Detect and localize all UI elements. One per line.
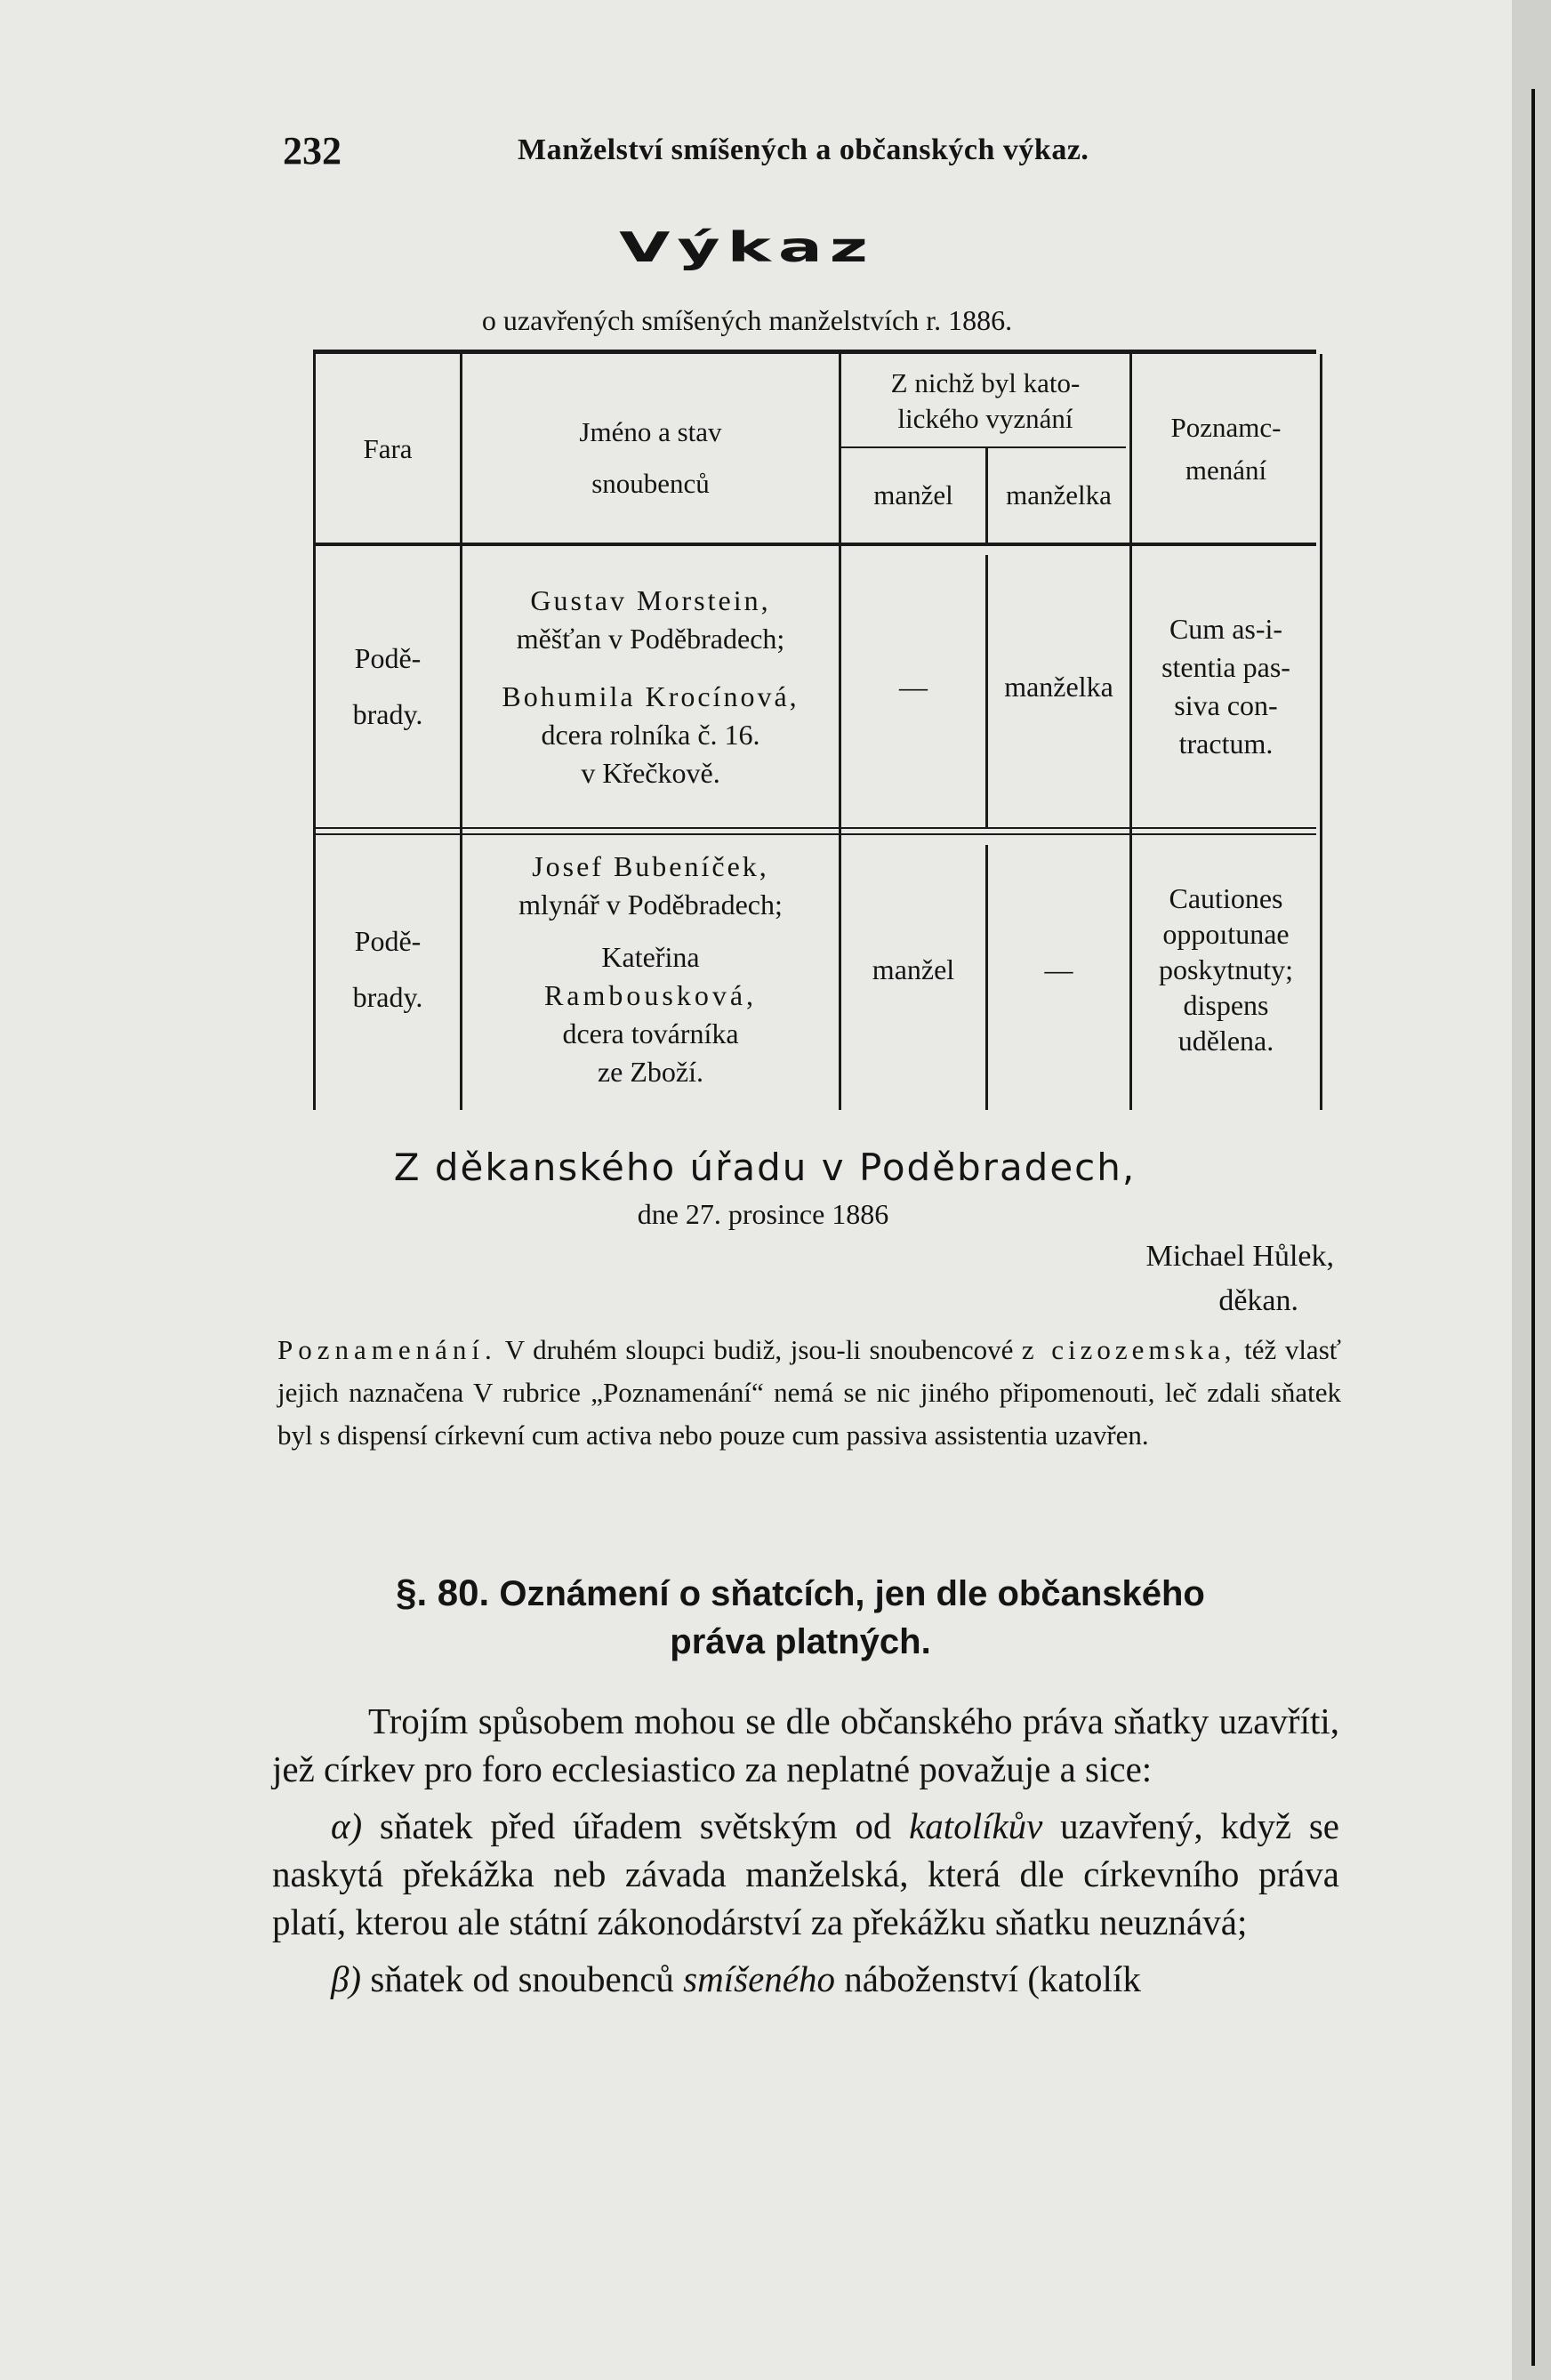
row1-fara-line1: Podě- [354, 642, 422, 674]
item-a-label: α) [331, 1805, 363, 1846]
header-fara-label: Fara [363, 433, 413, 464]
row2-fara-line2: brady. [352, 981, 423, 1013]
date-line: dne 27. prosince 1886 [637, 1198, 889, 1230]
row-divider-rule [313, 827, 1316, 829]
item-b-em: smíšeného [683, 1958, 835, 1999]
note-text-2: též vlasť jejich naznačena V rubrice „Poznamenání“ nemá se nic jiného připomenouti, leč zdali sňatek byl s dispensí církevní cum activa nebo pouze cum passiva assistentia uzavřen. [277, 1334, 1341, 1451]
row1-note-line3: siva con- [1174, 689, 1278, 721]
header-catholic-line1: Z nichž byl kato- [890, 367, 1081, 398]
signer [1146, 1234, 1335, 1323]
header-catholic [841, 356, 1129, 446]
item-b-pre: sňatek od snoubenců [361, 1958, 684, 1999]
row2-groom-status: mlynář v Poděbradech; [518, 888, 783, 921]
header-manzelka [988, 448, 1129, 543]
row1-groom-name: Gustav Morstein, [530, 583, 771, 616]
note-label: Poznamenání. [277, 1334, 497, 1365]
row1-manzelka [988, 546, 1129, 827]
row2-note-line4: dispens [1183, 989, 1269, 1021]
header-jmeno-line1: Jméno a stav [579, 416, 722, 447]
row1-manzel [841, 546, 985, 827]
header-manzelka-label: manželka [1006, 479, 1112, 511]
header-manzel-label: manžel [873, 479, 953, 511]
header-catholic-line2: lického vyznání [897, 403, 1073, 434]
section-heading-line1 [0, 1569, 1551, 1618]
table-top-rule [313, 350, 1316, 354]
header-pozn-line1: Poznamc- [1170, 412, 1282, 443]
section-title-line2: práva platných. [670, 1622, 931, 1661]
row2-note-line3: poskytnuty; [1158, 953, 1294, 985]
header-jmeno-line2: snoubenců [591, 468, 710, 499]
body-intro: Trojím spůsobem mohou se dle občanského práva sňatky uzavříti, jež církev pro foro ecclesiastico za neplatné považuje a sice: [272, 1701, 1339, 1789]
row2-names [462, 836, 839, 1103]
note-spaced: z cizozemska, [1021, 1334, 1236, 1365]
binding-line [1531, 89, 1535, 2366]
signer-name: Michael Hůlek, [1145, 1240, 1334, 1273]
note-paragraph [277, 1329, 1341, 1457]
row2-manzelka [988, 836, 1129, 1103]
item-a-post: uzavřený, když se naskytá překážka neb závada manželská, která dle církevního práva platí, kterou ale státní zákonodárství za překážku sňatku neuznává; [272, 1805, 1339, 1942]
section-number: §. 80. [396, 1572, 490, 1613]
header-pozn-line2: menání [1185, 454, 1267, 486]
item-b-post: náboženství (katolík [834, 1958, 1141, 1999]
row1-manzelka-value: manželka [1004, 670, 1113, 703]
item-a-em: katolíkův [909, 1805, 1043, 1846]
row2-manzel-value: manžel [872, 953, 955, 985]
body-text [272, 1697, 1339, 2003]
col-rule [1320, 354, 1322, 1110]
row1-bride-status: dcera rolníka č. 16. [541, 718, 760, 751]
row-divider-rule [313, 833, 1316, 835]
row1-bride-name: Bohumila Krocínová, [502, 679, 800, 712]
row2-note-line1: Cautiones [1169, 882, 1283, 914]
row1-note-line4: tractum. [1178, 728, 1274, 760]
row2-groom-name: Josef Bubeníček, [532, 850, 769, 882]
header-manzel [841, 448, 985, 543]
office-line: Z děkanského úřadu v Poděbradech, [393, 1146, 1137, 1189]
row1-note-line1: Cum as-i- [1169, 613, 1283, 645]
item-b-label: β) [331, 1958, 362, 1999]
row1-note-line2: stentia pas- [1161, 651, 1290, 683]
section-heading [0, 1569, 1551, 1666]
header-poznamenani [1132, 356, 1320, 543]
row2-bride-status: dcera továrníka [562, 1017, 739, 1049]
row2-note-line2: oppoıtunae [1162, 918, 1290, 950]
signer-title: děkan. [1218, 1284, 1298, 1317]
row2-note-line5: udělena. [1177, 1025, 1274, 1057]
running-title: Manželství smíšených a občanských výkaz. [518, 133, 1089, 166]
row2-fara [316, 836, 460, 1103]
body-item-b [272, 1955, 1339, 2003]
row2-bride-name: Kateřina [601, 941, 700, 973]
section-title-line1: Oznámení o sňatcích, jen dle občanského [499, 1574, 1205, 1613]
row1-groom-status: měšťan v Poděbradech; [516, 622, 785, 655]
row1-fara [316, 546, 460, 827]
report-subtitle: o uzavřených smíšených manželstvích r. 1886. [481, 304, 1013, 336]
body-item-a [272, 1802, 1339, 1946]
row2-bride-surname: Rambousková, [543, 979, 758, 1011]
row2-manzelka-value: — [1044, 953, 1073, 985]
row2-note [1132, 836, 1320, 1103]
page-number: 232 [283, 129, 342, 173]
row2-fara-line1: Podě- [354, 925, 422, 957]
report-title: Výkaz [619, 224, 875, 272]
item-a-pre: sňatek před úřadem světským od [362, 1805, 910, 1846]
note-text-1: V druhém sloupci budiž, jsou-li snoubencové [496, 1334, 1022, 1365]
header-fara [316, 356, 460, 543]
row1-names [462, 546, 839, 827]
header-jmeno [462, 374, 839, 543]
row1-manzel-value: — [899, 670, 928, 703]
row1-note [1132, 546, 1320, 827]
row1-bride-place: v Křečkově. [581, 756, 720, 789]
row2-bride-place: ze Zboží. [597, 1056, 704, 1088]
row1-fara-line2: brady. [352, 698, 423, 730]
row2-manzel [841, 836, 985, 1103]
